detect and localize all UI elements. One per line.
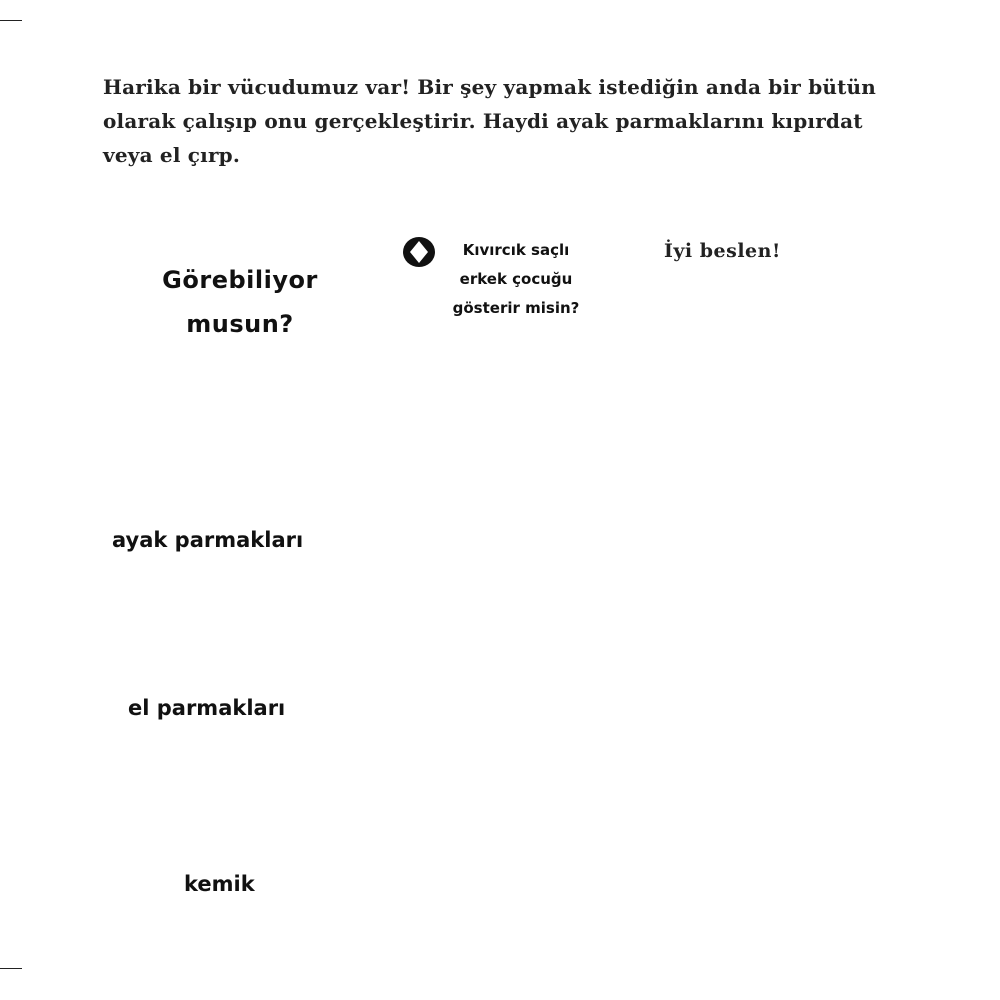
- label-curly-hair-boy: Kıvırcık saçlı erkek çocuğu gösterir misin?: [452, 241, 580, 317]
- label-bone: kemik: [184, 872, 255, 896]
- crop-mark-bottom: [0, 968, 22, 969]
- label-fingers: el parmakları: [128, 696, 286, 720]
- label-toes: ayak parmakları: [112, 528, 304, 552]
- intro-paragraph: Harika bir vücudumuz var! Bir şey yapmak istediğin anda bir bütün olarak çalışıp onu gerçekleştirir. Haydi ayak parmaklarını kıpırdat veya el çırp.: [103, 75, 877, 167]
- crop-mark-top: [0, 20, 22, 21]
- label-can-you-see: Görebiliyor musun?: [162, 266, 318, 338]
- label-eat-well: İyi beslen!: [664, 240, 781, 262]
- circle-diamond-icon: [400, 234, 440, 270]
- curly-hair-question: [400, 234, 600, 334]
